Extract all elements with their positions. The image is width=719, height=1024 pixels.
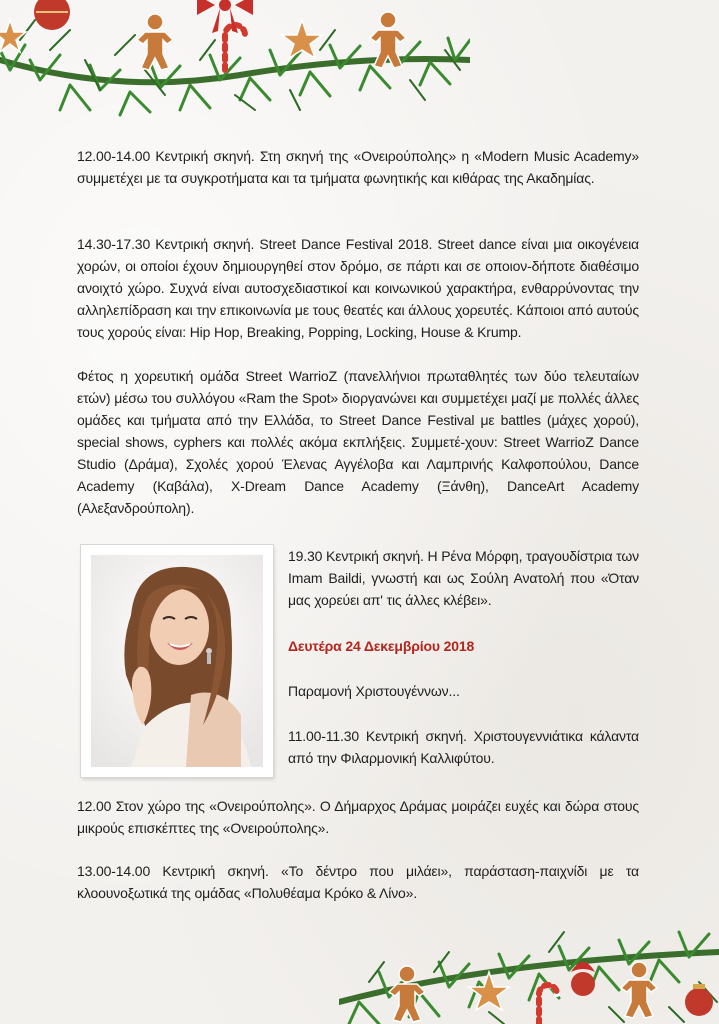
star-cookie-ornament xyxy=(469,972,509,1010)
date-heading: Δευτέρα 24 Δεκεμβρίου 2018 xyxy=(288,638,475,654)
schedule-entry-carols: 11.00-11.30 Κεντρική σκηνή. Χριστουγεννιάτικα κάλαντα από την Φιλαρμονική Καλλιφύτου. xyxy=(288,728,639,766)
schedule-entry-mayor: 12.00 Στον χώρο της «Ονειρούπολης». Ο Δήμαρχος Δράμας μοιράζει ευχές και δώρα στους μικρούς επισκέπτες της «Ονειρούπολης». xyxy=(77,798,639,836)
christmas-eve-label: Παραμονή Χριστουγέννων... xyxy=(288,683,460,699)
singer-photo xyxy=(91,555,263,767)
pine-branch-garland xyxy=(339,932,719,1024)
schedule-entry-modern-music: 12.00-14.00 Κεντρική σκηνή. Στη σκηνή της «Ονειρούπολης» η «Modern Music Academy» συμμετέχει με τα συγκροτήματα και τα τμήματα φωνητικής και κιθάρας της Ακαδημίας. xyxy=(77,148,639,186)
candy-cane-ornament xyxy=(539,985,557,1024)
top-christmas-garland xyxy=(0,0,470,120)
schedule-entry-street-dance: 14.30-17.30 Κεντρική σκηνή. Street Dance Festival 2018. Street dance είναι μια οικογένεια χορών, οι οποίοι έχουν δημιουργηθεί στον δρόμο, σε πάρτι και σε οποιον-δήποτε διαθέσιμο ανοιχτό χώρο. Συχνά είναι αυτοσχεδιαστικοί και κοινωνικού χαρακτήρα, ενθαρρύνοντας την αλληλεπίδραση και την επικοινωνία με τους θεατές και άλλους χορευτές. Κάποιοι από αυτούς τους χορούς είναι: Hip Hop, Breaking, Popping, Locking, House & Krump. xyxy=(77,236,639,340)
singer-photo-frame xyxy=(81,545,273,777)
street-warrioz-description: Φέτος η χορευτική ομάδα Street WarrioZ (πανελλήνιοι πρωταθλητές των δύο τελευταίων ετών) μέσω του συλλόγου «Ram the Spot» διοργανώνει και συμμετέχει μαζί με πολλές άλλες ομάδες και τμήματα από την Ελλάδα, το Street Dance Festival με battles (μάχες χορού), special shows, cyphers και πολλές ακόμα εκπλήξεις. Συμμετέ-χουν: Street WarrioZ Dance Studio (Δράμα), Σχολές χορού Έλενας Αγγέλοβα και Λαμπρινής Καλφοπούλου, Dance Academy (Καβάλα), X-Dream Dance Academy (Ξάνθη), DanceArt Academy (Αλεξανδρούπολη). xyxy=(77,368,639,516)
bottom-christmas-garland xyxy=(339,912,719,1024)
red-bauble-ornament xyxy=(34,0,70,30)
gingerbread-man-ornament xyxy=(389,962,657,1022)
schedule-entry-talking-tree: 13.00-14.00 Κεντρική σκηνή. «Το δέντρο που μιλάει», παράσταση-παιχνίδι με τα κλοουνοξωτικά της ομάδας «Πολυθέαμα Κρόκο & Λίνο». xyxy=(77,863,639,901)
schedule-entry-rena-morfi: 19.30 Κεντρική σκηνή. Η Ρένα Μόρφη, τραγουδίστρια των Imam Baildi, γνωστή και ως Σούλη Ανατολή που «Όταν μας χορεύει απ' τις άλλες κλέβει». xyxy=(288,548,639,608)
